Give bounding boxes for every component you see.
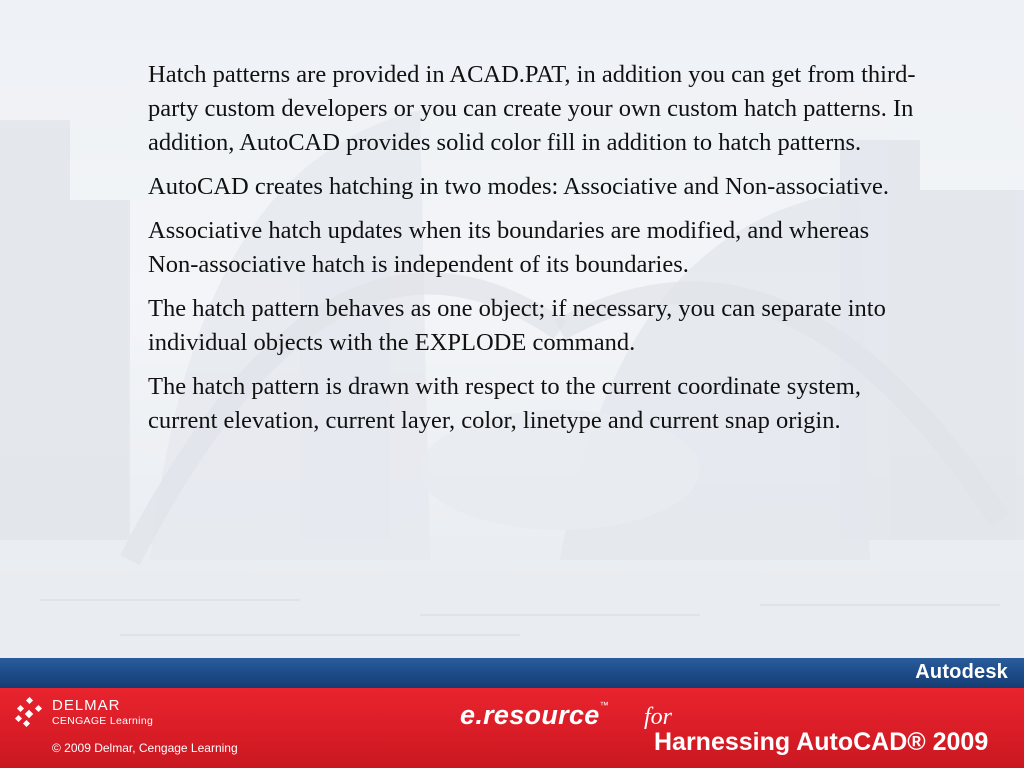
book-title: Harnessing AutoCAD® 2009 bbox=[654, 728, 989, 756]
paragraph: Associative hatch updates when its boundaries are modified, and whereas Non-associative hatch is independent of its boundaries. bbox=[148, 217, 870, 278]
paragraph: Hatch patterns are provided in ACAD.PAT, in addition you can get from third-party custom developers or you can create your own custom hatch patterns. In addition, AutoCAD provides solid color fill in addition to hatch patterns. bbox=[148, 61, 916, 156]
slide-body bbox=[148, 58, 918, 448]
copyright-notice: © 2009 Delmar, Cengage Learning bbox=[52, 741, 238, 755]
publisher-name: DELMAR bbox=[52, 697, 121, 714]
eresource-logo bbox=[460, 700, 609, 731]
autodesk-brand: Autodesk bbox=[915, 661, 1008, 683]
for-label: for bbox=[644, 704, 673, 730]
eresource-text: e.resource bbox=[460, 700, 600, 730]
paragraph: The hatch pattern is drawn with respect to the current coordinate system, current elevation, current layer, color, linetype and current snap origin. bbox=[148, 373, 861, 434]
trademark-mark: ™ bbox=[599, 700, 609, 710]
paragraph: The hatch pattern behaves as one object; if necessary, you can separate into individual objects with the EXPLODE command. bbox=[148, 295, 886, 356]
footer-blue-band bbox=[0, 658, 1024, 688]
publisher-subtitle: CENGAGE Learning bbox=[52, 715, 154, 727]
delmar-logo-icon bbox=[14, 697, 46, 729]
paragraph: AutoCAD creates hatching in two modes: Associative and Non-associative. bbox=[148, 173, 889, 200]
